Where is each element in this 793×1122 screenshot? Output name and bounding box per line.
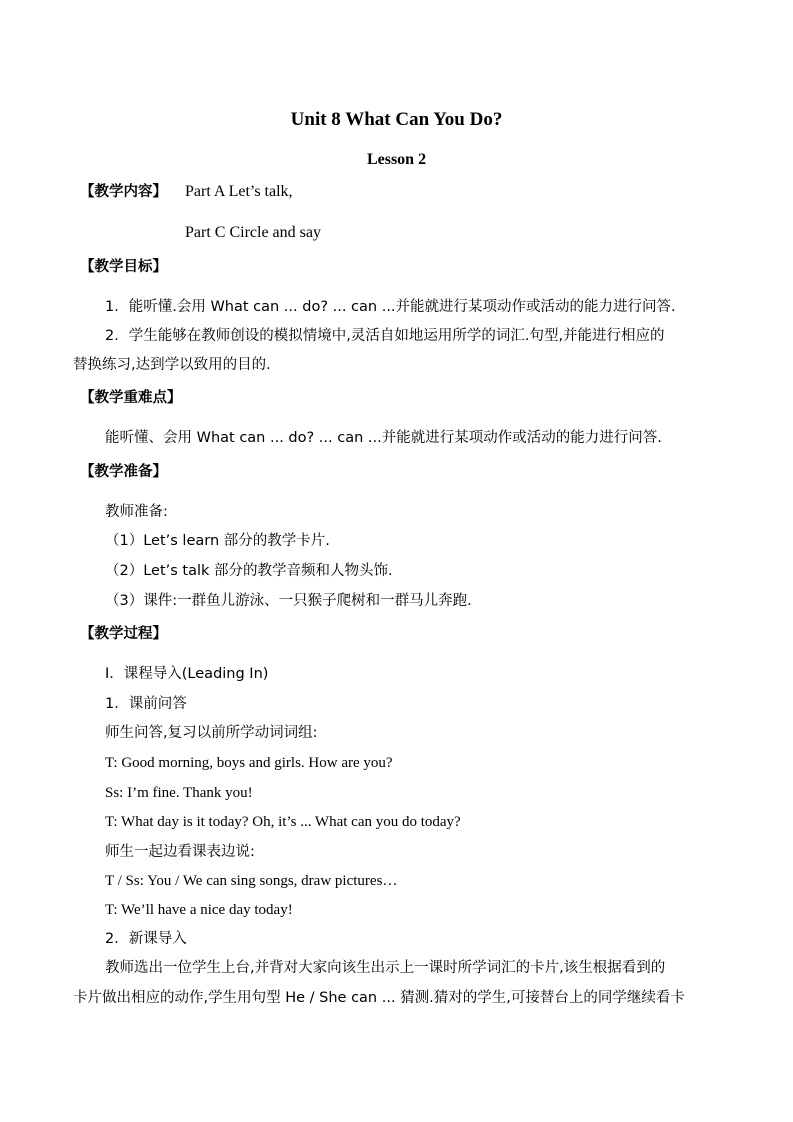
preparation-item-1: （1）Let’s learn 部分的教学卡片.: [105, 533, 330, 549]
document-title: Unit 8 What Can You Do?: [290, 109, 503, 130]
preparation-item-3: （3）课件:一群鱼儿游泳、一只猴子爬树和一群马儿奔跑.: [105, 593, 472, 609]
section-heading-content: 【教学内容】: [80, 184, 167, 200]
process-paragraph-line-2: 卡片做出相应的动作,学生用句型 He / She can ... 猜测.猜对的学生,可接替台上的同学继续看卡: [73, 990, 685, 1006]
dialog-line-5: T: We’ll have a nice day today!: [105, 902, 293, 918]
objective-item-2: 2．学生能够在教师创设的模拟情境中,灵活自如地运用所学的词汇.句型,并能进行相应的: [105, 328, 665, 344]
process-sub-1-intro: 师生问答,复习以前所学动词词组:: [105, 725, 318, 741]
objective-item-2-cont: 替换练习,达到学以致用的目的.: [73, 357, 271, 373]
preparation-item-2: （2）Let’s talk 部分的教学音频和人物头饰.: [105, 563, 393, 579]
process-step-1: Ⅰ．课程导入(Leading In): [105, 666, 269, 682]
process-sub-1: 1．课前问答: [105, 696, 187, 712]
process-sub-2: 2．新课导入: [105, 931, 187, 947]
objective-item-1: 1．能听懂.会用 What can ... do? ... can ...并能就进行某项动作或活动的能力进行问答.: [105, 299, 676, 315]
process-paragraph-line-1: 教师选出一位学生上台,并背对大家向该生出示上一课时所学词汇的卡片,该生根据看到的: [105, 960, 666, 976]
content-line-1: Part A Let’s talk,: [185, 183, 293, 200]
preparation-intro: 教师准备:: [105, 504, 168, 520]
dialog-line-3: T: What day is it today? Oh, it’s ... What can you do today?: [105, 814, 461, 830]
section-heading-objectives: 【教学目标】: [80, 259, 167, 275]
section-heading-key-points: 【教学重难点】: [80, 390, 182, 406]
section-heading-process: 【教学过程】: [80, 626, 167, 642]
content-line-2: Part C Circle and say: [185, 224, 321, 241]
process-sub-1-intro-2: 师生一起边看课表边说:: [105, 844, 255, 860]
dialog-line-1: T: Good morning, boys and girls. How are you?: [105, 755, 393, 771]
section-heading-preparation: 【教学准备】: [80, 464, 167, 480]
dialog-line-4: T / Ss: You / We can sing songs, draw pictures…: [105, 873, 398, 889]
document-subtitle: Lesson 2: [366, 151, 427, 168]
key-points-text: 能听懂、会用 What can ... do? ... can ...并能就进行某项动作或活动的能力进行问答.: [105, 430, 662, 446]
dialog-line-2: Ss: I’m fine. Thank you!: [105, 785, 253, 801]
